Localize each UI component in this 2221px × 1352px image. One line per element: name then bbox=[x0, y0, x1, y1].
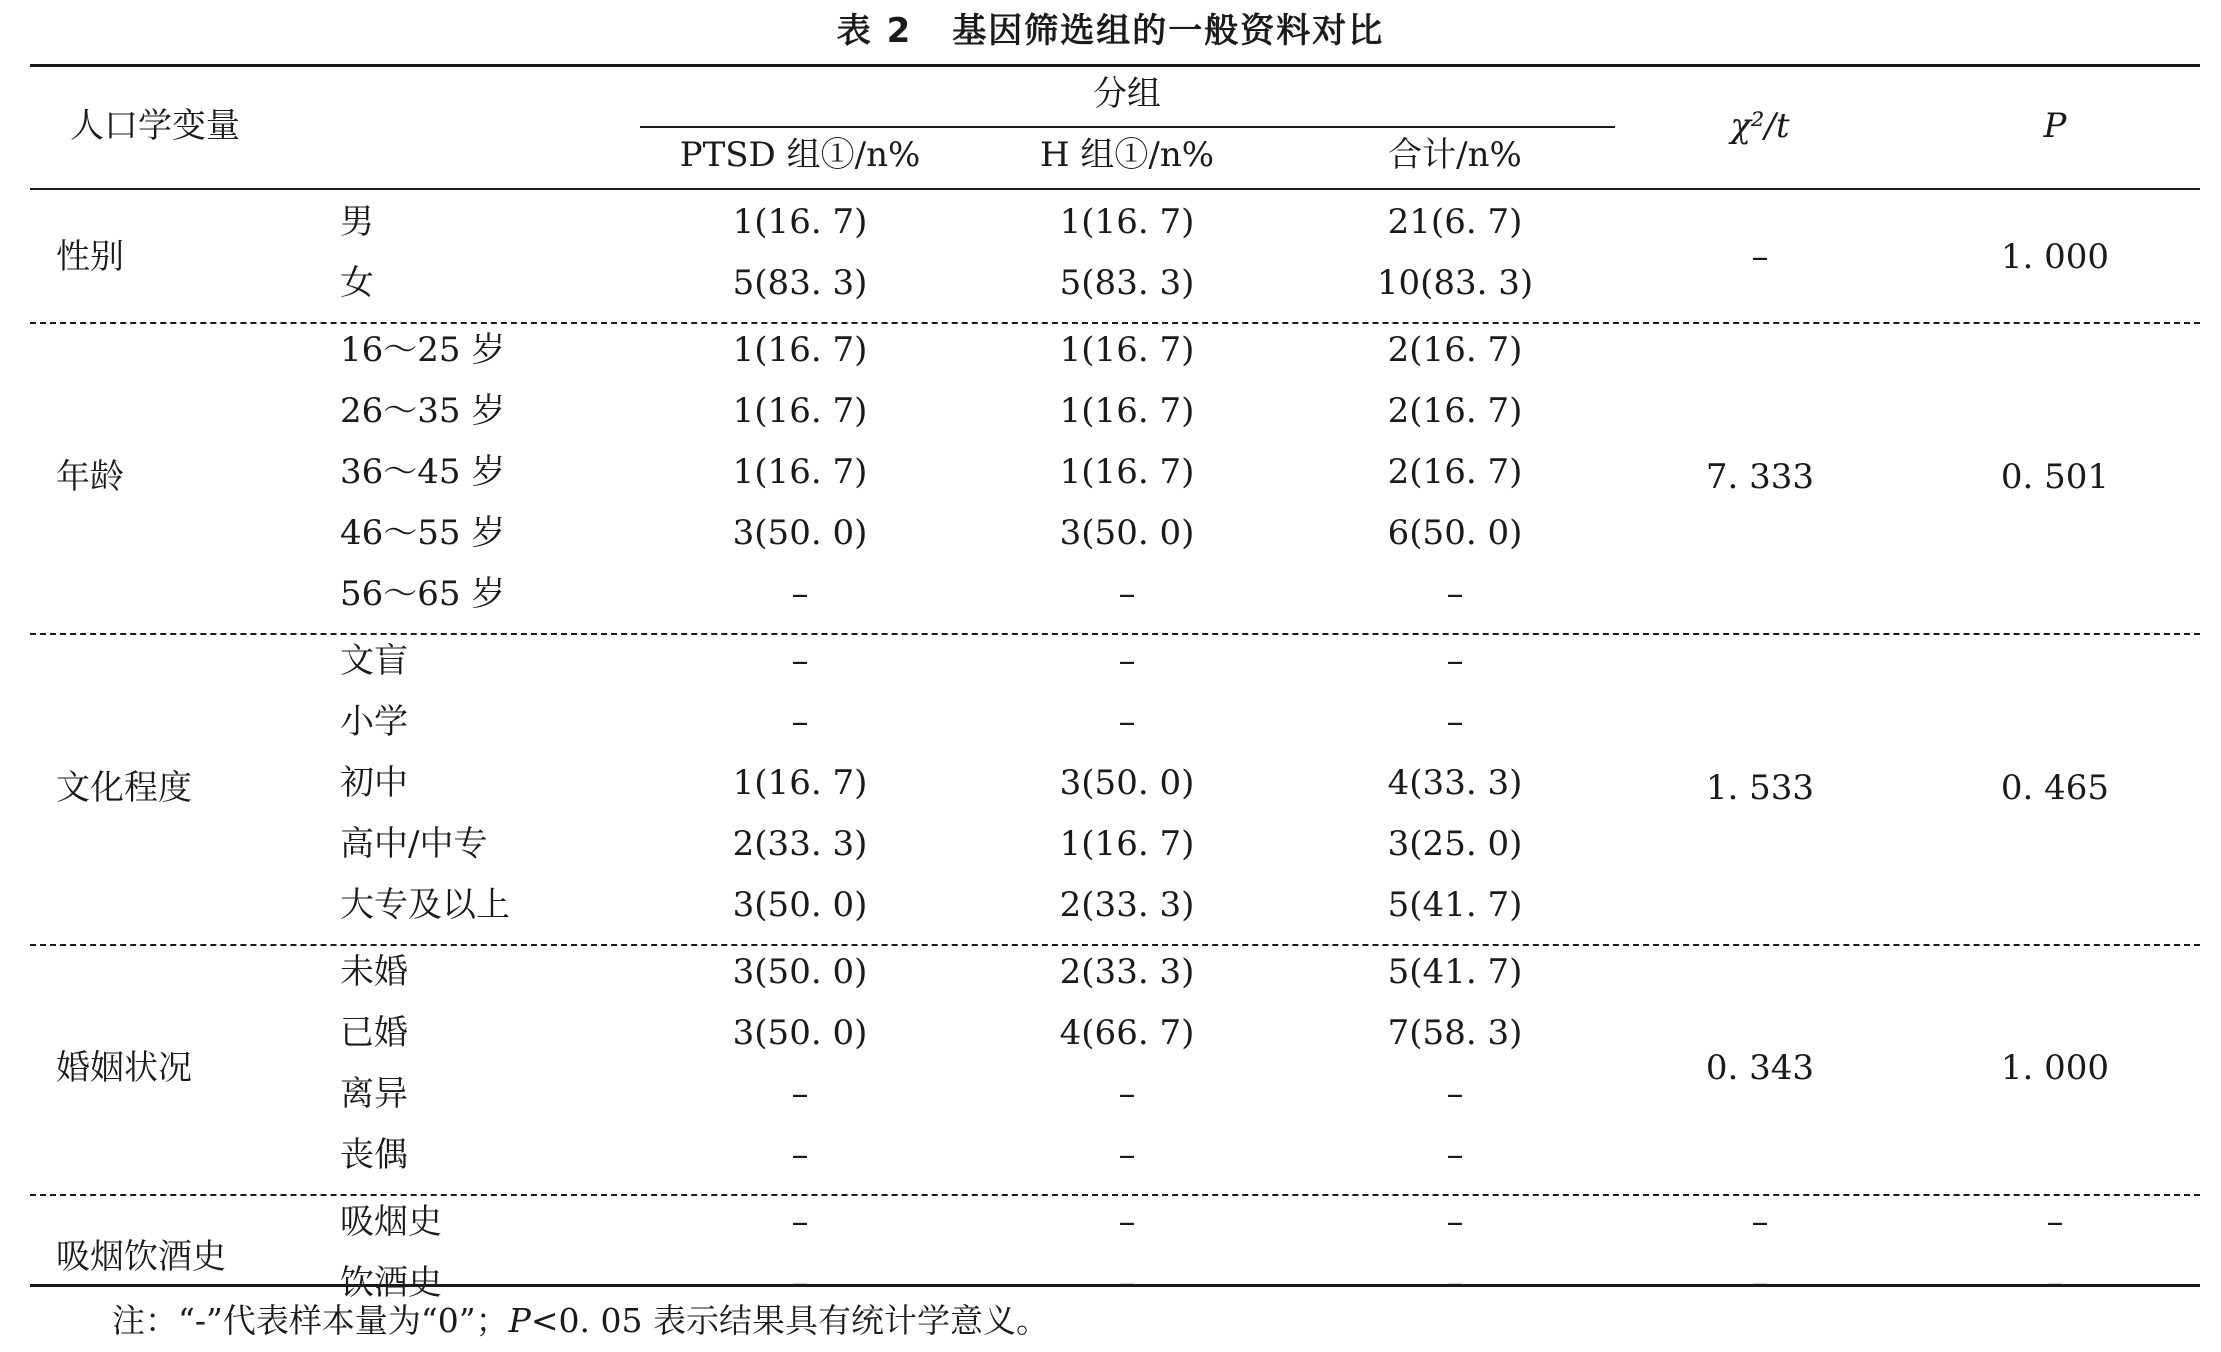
note-prefix: 注：“-”代表样本量为“0”； bbox=[112, 1301, 509, 1340]
row-label: 离异 bbox=[340, 1074, 408, 1114]
cell-h: – bbox=[1118, 1202, 1136, 1242]
header-ptsd: PTSD 组①/n% bbox=[679, 135, 921, 175]
cell-total: – bbox=[1446, 1135, 1464, 1175]
header-total: 合计/n% bbox=[1388, 135, 1522, 175]
cell-chi-t: – bbox=[1751, 1202, 1769, 1242]
cell-total: 5(41. 7) bbox=[1387, 952, 1523, 992]
cell-total: – bbox=[1446, 641, 1464, 681]
section-name: 婚姻状况 bbox=[56, 1048, 192, 1088]
cell-h: – bbox=[1118, 1135, 1136, 1175]
cell-chi-t: – bbox=[1751, 1263, 1769, 1303]
cell-total: – bbox=[1446, 1263, 1464, 1303]
cell-h: – bbox=[1118, 641, 1136, 681]
cell-total: 21(6. 7) bbox=[1387, 202, 1523, 242]
table-caption bbox=[0, 6, 2221, 56]
group-header-rule bbox=[640, 126, 1615, 128]
cell-ptsd: 1(16. 7) bbox=[732, 452, 868, 492]
section-divider bbox=[30, 1194, 2200, 1196]
cell-h: 2(33. 3) bbox=[1059, 952, 1195, 992]
cell-h: – bbox=[1118, 1263, 1136, 1303]
section-p-value: 1. 000 bbox=[2000, 1048, 2110, 1088]
cell-ptsd: – bbox=[791, 641, 809, 681]
note-suffix: <0. 05 表示结果具有统计学意义。 bbox=[530, 1301, 1049, 1340]
header-group: 分组 bbox=[1093, 74, 1161, 114]
cell-total: 2(16. 7) bbox=[1387, 391, 1523, 431]
cell-h: 1(16. 7) bbox=[1059, 391, 1195, 431]
row-label: 小学 bbox=[340, 702, 408, 742]
note-p-symbol: P bbox=[508, 1301, 531, 1340]
cell-total: 3(25. 0) bbox=[1387, 824, 1523, 864]
cell-ptsd: 3(50. 0) bbox=[732, 885, 868, 925]
header-variable: 人口学变量 bbox=[70, 106, 240, 146]
row-label: 46～55 岁 bbox=[340, 513, 506, 553]
cell-ptsd: 3(50. 0) bbox=[732, 1013, 868, 1053]
table-title: 基因筛选组的一般资料对比 bbox=[952, 11, 1385, 51]
cell-total: 6(50. 0) bbox=[1387, 513, 1523, 553]
row-label: 初中 bbox=[340, 763, 408, 803]
row-label: 高中/中专 bbox=[340, 824, 488, 864]
cell-ptsd: 1(16. 7) bbox=[732, 202, 868, 242]
header-p: P bbox=[2043, 106, 2067, 146]
section-name: 年龄 bbox=[56, 456, 124, 497]
section-chi-t: – bbox=[1751, 237, 1769, 277]
cell-ptsd: – bbox=[791, 1263, 809, 1303]
section-divider bbox=[30, 944, 2200, 946]
row-label: 女 bbox=[340, 263, 374, 303]
row-label: 36～45 岁 bbox=[340, 452, 506, 492]
row-label: 饮酒史 bbox=[340, 1263, 442, 1303]
cell-h: 1(16. 7) bbox=[1059, 202, 1195, 242]
row-label: 丧偶 bbox=[340, 1135, 408, 1175]
table-number: 表 2 bbox=[836, 11, 913, 51]
row-label: 26～35 岁 bbox=[340, 391, 506, 431]
table-note bbox=[112, 1300, 1049, 1342]
row-label: 吸烟史 bbox=[340, 1202, 442, 1242]
cell-total: – bbox=[1446, 1202, 1464, 1242]
cell-h: – bbox=[1118, 1074, 1136, 1114]
cell-h: 3(50. 0) bbox=[1059, 763, 1195, 803]
row-label: 56～65 岁 bbox=[340, 574, 506, 614]
cell-ptsd: 3(50. 0) bbox=[732, 952, 868, 992]
header-h: H 组①/n% bbox=[1039, 135, 1215, 175]
section-p-value: 0. 501 bbox=[2000, 456, 2110, 497]
cell-total: 10(83. 3) bbox=[1376, 263, 1534, 303]
cell-h: 5(83. 3) bbox=[1059, 263, 1195, 303]
section-name: 吸烟饮酒史 bbox=[56, 1237, 226, 1277]
row-label: 大专及以上 bbox=[340, 885, 510, 925]
cell-ptsd: 3(50. 0) bbox=[732, 513, 868, 553]
table-top-rule bbox=[30, 64, 2200, 67]
cell-total: – bbox=[1446, 702, 1464, 742]
cell-h: 1(16. 7) bbox=[1059, 452, 1195, 492]
cell-ptsd: 2(33. 3) bbox=[732, 824, 868, 864]
cell-total: 7(58. 3) bbox=[1387, 1013, 1523, 1053]
section-chi-t: 7. 333 bbox=[1705, 456, 1815, 497]
cell-ptsd: 5(83. 3) bbox=[732, 263, 868, 303]
section-divider bbox=[30, 322, 2200, 324]
cell-p-value: – bbox=[2046, 1202, 2064, 1242]
cell-ptsd: 1(16. 7) bbox=[732, 763, 868, 803]
header-bottom-rule bbox=[30, 188, 2200, 190]
section-chi-t: 0. 343 bbox=[1705, 1048, 1815, 1088]
cell-h: 1(16. 7) bbox=[1059, 330, 1195, 370]
cell-ptsd: – bbox=[791, 1135, 809, 1175]
cell-ptsd: – bbox=[791, 1074, 809, 1114]
cell-ptsd: – bbox=[791, 1202, 809, 1242]
cell-total: 2(16. 7) bbox=[1387, 330, 1523, 370]
header-chi-t: χ²/t bbox=[1730, 106, 1790, 146]
table-bottom-rule bbox=[30, 1284, 2200, 1287]
cell-h: 1(16. 7) bbox=[1059, 824, 1195, 864]
cell-ptsd: 1(16. 7) bbox=[732, 391, 868, 431]
row-label: 已婚 bbox=[340, 1013, 408, 1053]
cell-h: – bbox=[1118, 574, 1136, 614]
cell-h: – bbox=[1118, 702, 1136, 742]
cell-ptsd: – bbox=[791, 574, 809, 614]
section-name: 性别 bbox=[56, 237, 124, 277]
cell-ptsd: 1(16. 7) bbox=[732, 330, 868, 370]
row-label: 男 bbox=[340, 202, 374, 242]
cell-total: 4(33. 3) bbox=[1387, 763, 1523, 803]
cell-ptsd: – bbox=[791, 702, 809, 742]
section-name: 文化程度 bbox=[56, 767, 192, 808]
cell-total: – bbox=[1446, 1074, 1464, 1114]
cell-total: 5(41. 7) bbox=[1387, 885, 1523, 925]
row-label: 未婚 bbox=[340, 952, 408, 992]
cell-h: 3(50. 0) bbox=[1059, 513, 1195, 553]
row-label: 16～25 岁 bbox=[340, 330, 506, 370]
section-divider bbox=[30, 633, 2200, 635]
cell-total: 2(16. 7) bbox=[1387, 452, 1523, 492]
cell-h: 2(33. 3) bbox=[1059, 885, 1195, 925]
cell-total: – bbox=[1446, 574, 1464, 614]
section-chi-t: 1. 533 bbox=[1705, 767, 1815, 808]
cell-p-value: – bbox=[2046, 1263, 2064, 1303]
cell-h: 4(66. 7) bbox=[1059, 1013, 1195, 1053]
row-label: 文盲 bbox=[340, 641, 408, 681]
section-p-value: 1. 000 bbox=[2000, 237, 2110, 277]
section-p-value: 0. 465 bbox=[2000, 767, 2110, 808]
